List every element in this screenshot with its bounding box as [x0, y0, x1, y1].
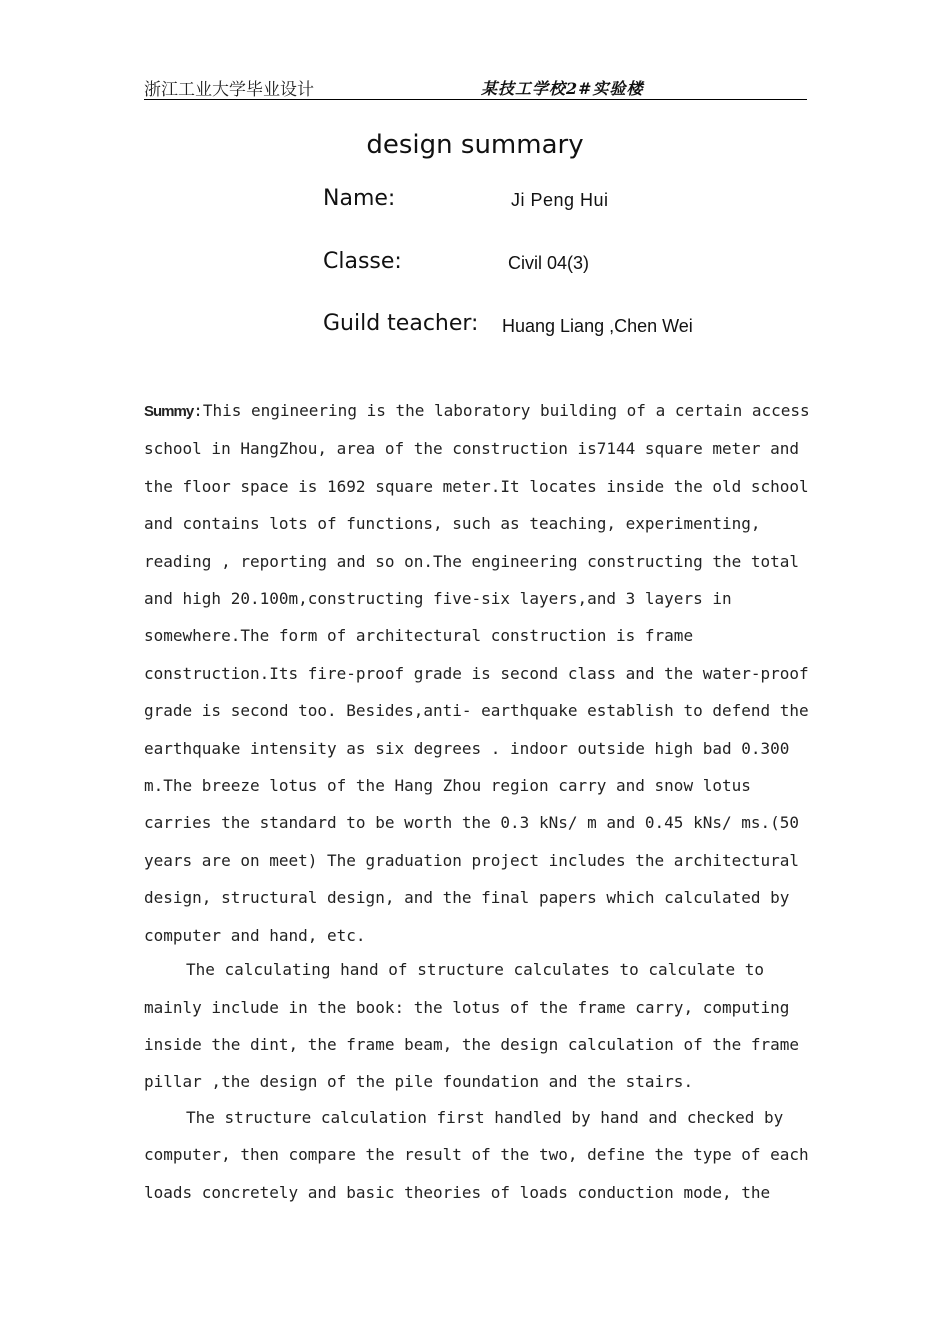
summary-body [144, 392, 809, 1211]
summary-line: carries the standard to be worth the 0.3 kNs/ m and 0.45 kNs/ ms.(50 [144, 813, 800, 833]
summary-line: m.The breeze lotus of the Hang Zhou region carry and snow lotus [144, 776, 751, 796]
project-header: 某技工学校2#实验楼 [481, 79, 644, 98]
structure-paragraph [144, 1099, 809, 1211]
summary-line: years are on meet) The graduation project includes the architectural [144, 850, 800, 870]
name-value: Ji Peng Hui [511, 190, 609, 210]
summary-line: design, structural design, and the final papers which calculated by [144, 888, 790, 908]
summary-line: computer and hand, etc. [144, 925, 366, 945]
paragraph-line: computer, then compare the result of the two, define the type of each [144, 1145, 809, 1165]
page-header [144, 70, 807, 100]
summary-line: and contains lots of functions, such as teaching, experimenting, [144, 514, 761, 534]
summary-line: somewhere.The form of architectural construction is frame [144, 626, 694, 646]
summary-line: reading , reporting and so on.The engineering constructing the total [144, 551, 800, 571]
class-label: Classe: [323, 249, 402, 274]
summary-line: and high 20.100m,constructing five-six layers,and 3 layers in [144, 589, 732, 609]
calculation-paragraph [144, 951, 809, 1101]
paragraph-line: pillar ,the design of the pile foundation and the stairs. [144, 1072, 694, 1092]
paragraph-line: loads concretely and basic theories of loads conduction mode, the [144, 1182, 771, 1202]
paragraph-line: mainly include in the book: the lotus of the frame carry, computing [144, 997, 790, 1017]
university-header: 浙江工业大学毕业设计 [144, 80, 314, 100]
name-label: Name: [323, 186, 396, 211]
summary-line: the floor space is 1692 square meter.It locates inside the old school [144, 476, 809, 496]
summary-line: grade is second too. Besides,anti- earthquake establish to defend the [144, 701, 809, 721]
summary-line: construction.Its fire-proof grade is second class and the water-proof [144, 663, 809, 683]
summary-label: Summy [144, 403, 194, 420]
summary-line: earthquake intensity as six degrees . indoor outside high bad 0.300 [144, 738, 790, 758]
summary-paragraph [144, 392, 809, 954]
class-value: Civil 04(3) [508, 253, 590, 273]
page-title: design summary [366, 130, 584, 160]
paragraph-line: inside the dint, the frame beam, the design calculation of the frame [144, 1034, 800, 1054]
paragraph-line: The structure calculation first handled by hand and checked by [186, 1107, 784, 1127]
teacher-value: Huang Liang ,Chen Wei [502, 316, 693, 336]
teacher-label: Guild teacher: [323, 311, 479, 336]
paragraph-line: The calculating hand of structure calculates to calculate to [186, 960, 764, 980]
summary-line: Summy:This engineering is the laboratory building of a certain access [144, 401, 810, 420]
summary-line: school in HangZhou, area of the construction is7144 square meter and [144, 439, 800, 459]
